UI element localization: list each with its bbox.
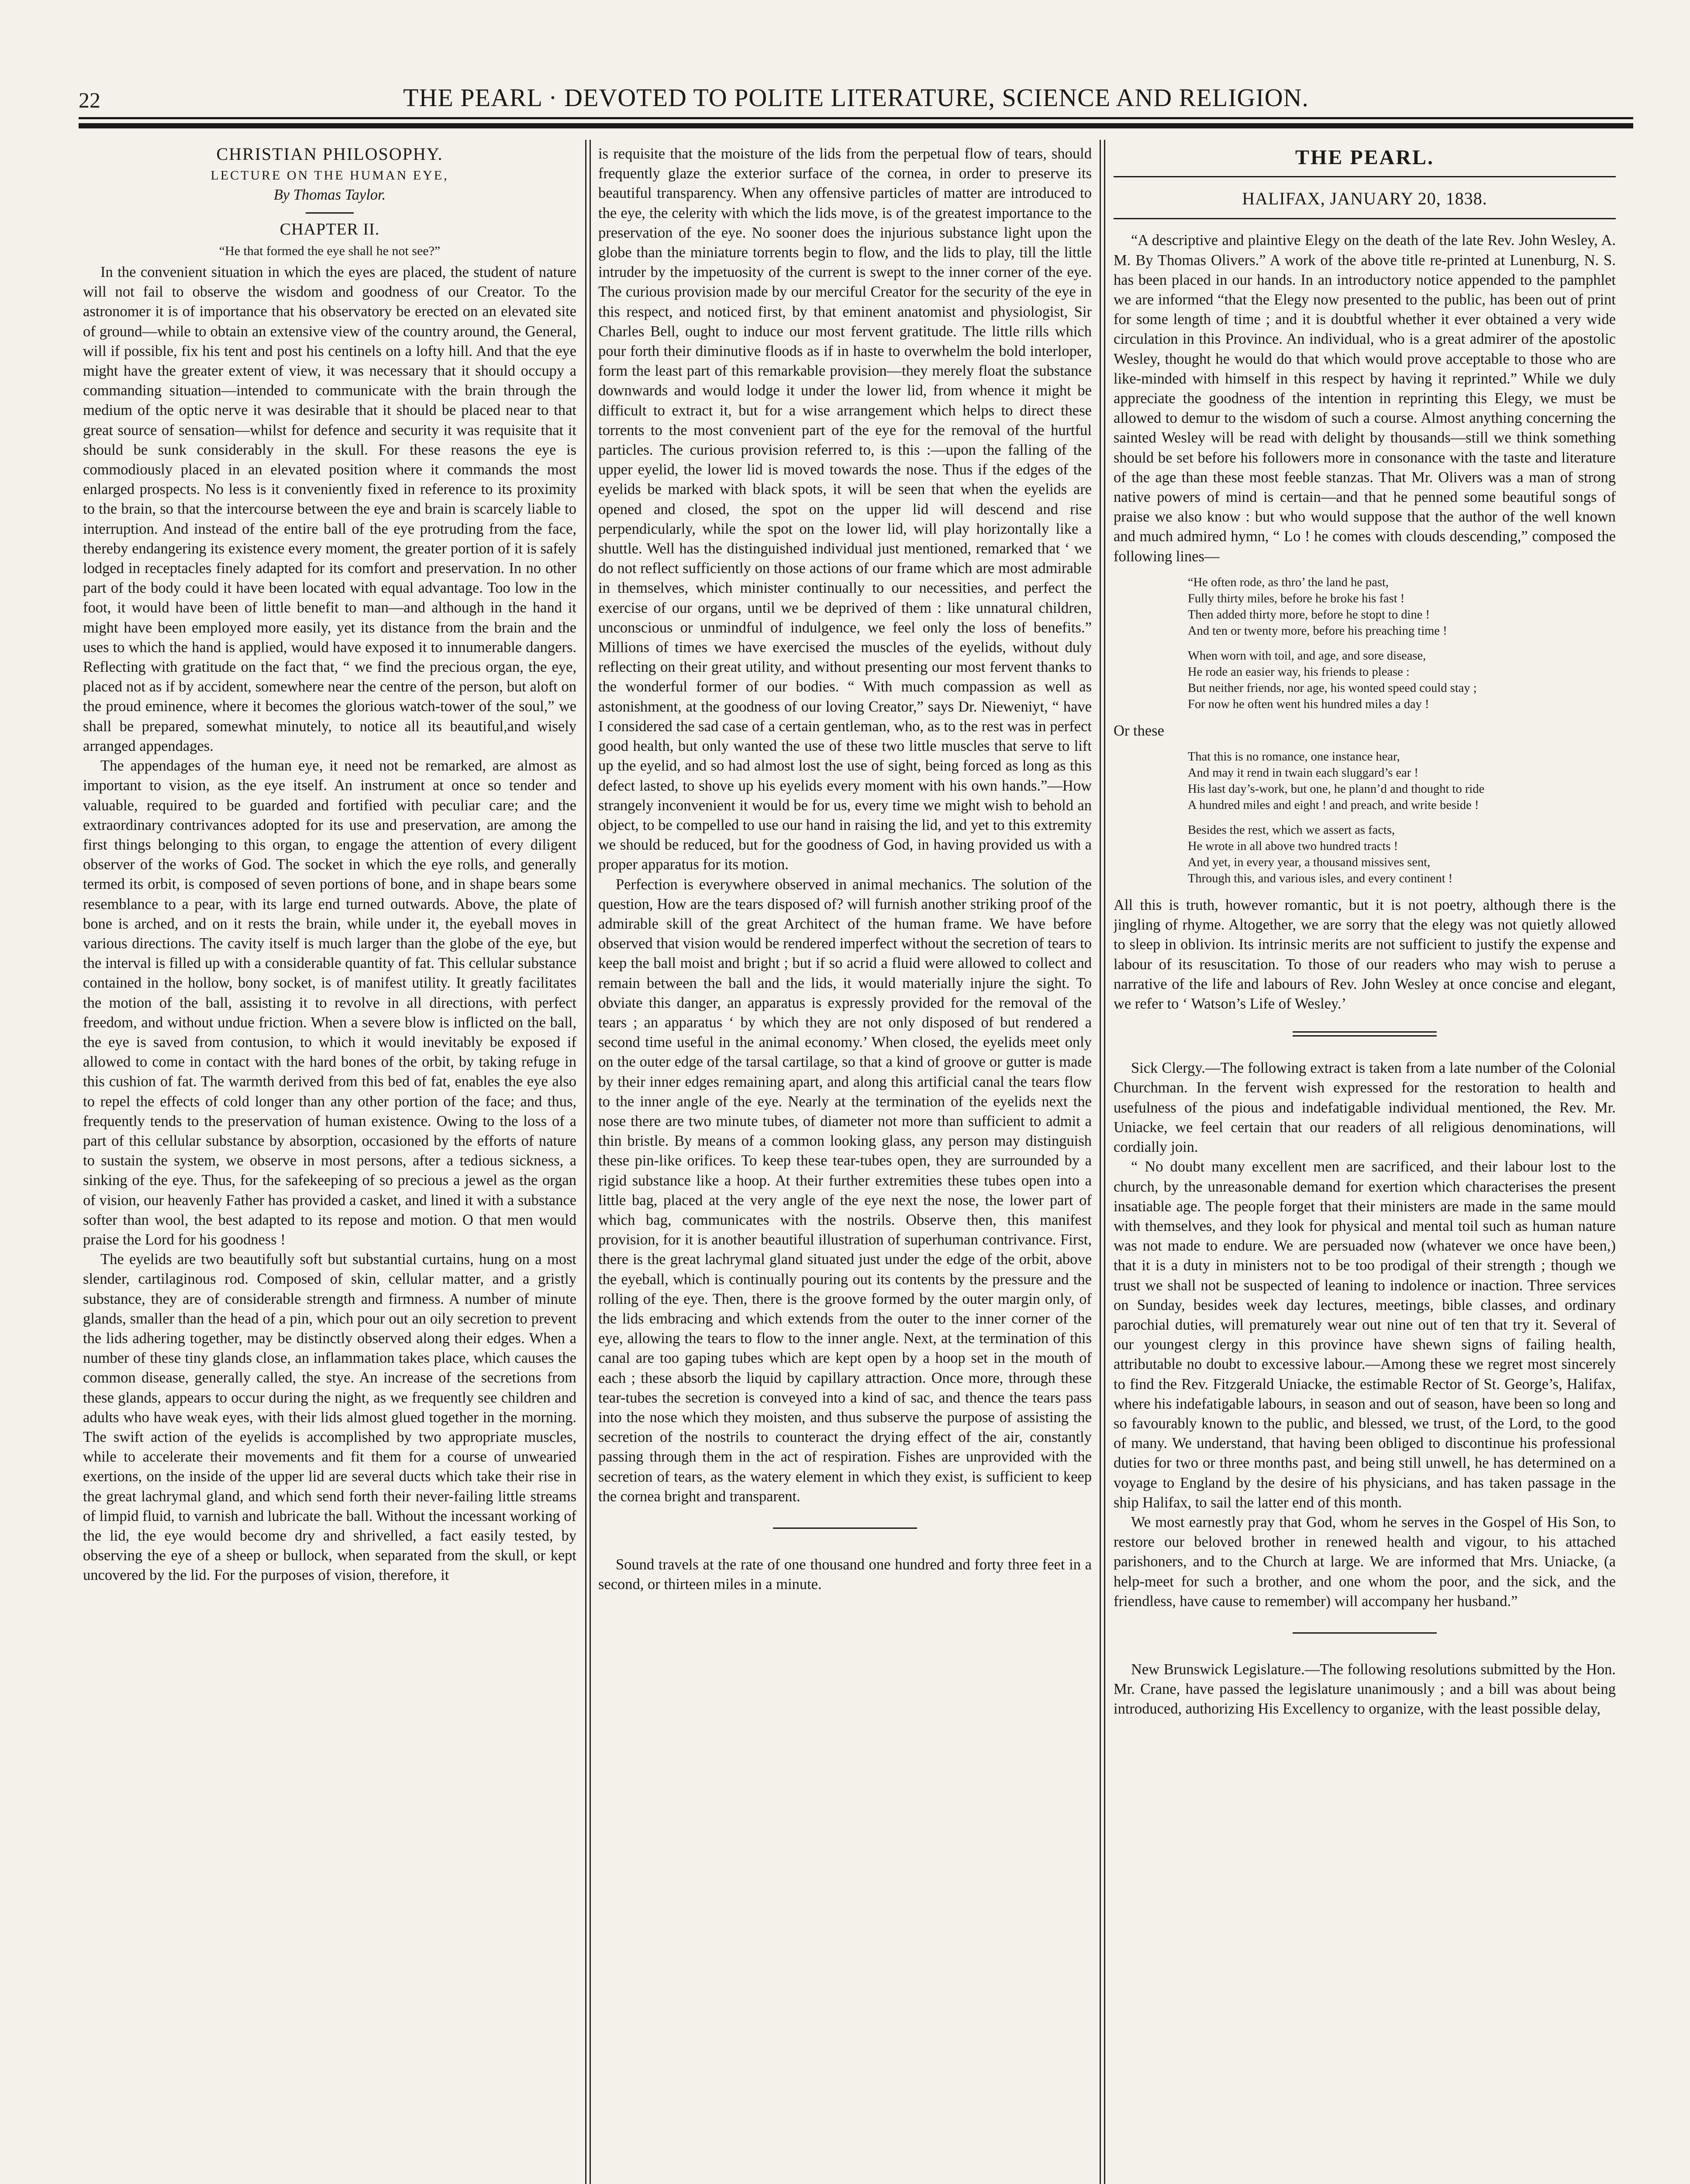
- verse-line: But neither friends, nor age, his wonted speed could stay ;: [1188, 681, 1477, 695]
- short-rule: [306, 212, 354, 214]
- stanza: [1188, 574, 1616, 639]
- paragraph: The eyelids are two beautifully soft but substantial curtains, hung on a most slender, cartilaginous rod. Composed of skin, cellular matter, and a gristly substance, they are of considerable strength and firmness. A number of minute glands, smaller than the head of a pin, which pour out an oily secretion to prevent the lids adhering together, may be distinctly observed along their edges. When a number of these tiny glands close, an inflammation takes place, which causes the common disease, generally called, the stye. An increase of the secretions from these glands, appears to occur during the night, as we frequently see children and adults who have weak eyes, with their lids almost glued together in the morning. The swift action of the eyelids is accomplished by two appropriate muscles, while to accelerate their movements and fit them for a course of unwearied exertions, on the inside of the upper lid are several ducts which take their rise in the great lachrymal gland, and which send forth their never-failing little streams of limpid fluid, to varnish and lubricate the ball. Without the incessant working of the lid, the eye would become dry and shrivelled, a fact easily tested, by observing the eye of a sheep or bullock, when separated from the skull, or kept uncovered by the lid. For the purposes of vision, therefore, it: [83, 1251, 576, 1584]
- column-3: [1114, 144, 1616, 2184]
- column-1: [83, 144, 576, 2184]
- paragraph: We most earnestly pray that God, whom he serves in the Gospel of His Son, to restore our beloved brother in renewed health and vigour, to his attached parishoners, and to the Church at large. We are informed that Mrs. Uniacke, (a help-meet for such a brother, and one whom the poor, and the sick, and the friendless, have cause to remember) will accompany her husband.”: [1114, 1514, 1616, 1610]
- verse-line: “He often rode, as thro’ the land he past,: [1188, 575, 1389, 589]
- or-these-label: Or these: [1114, 722, 1164, 739]
- verse-line: And may it rend in twain each sluggard’s ear !: [1188, 766, 1418, 780]
- article-title: CHRISTIAN PHILOSOPHY.: [216, 144, 443, 164]
- quoted-verse: [1188, 749, 1616, 887]
- stanza: [1188, 648, 1616, 712]
- section-separator: [1293, 1031, 1437, 1033]
- heading-rule: [1114, 218, 1616, 219]
- quoted-verse: [1188, 574, 1616, 712]
- verse-line: Then added thirty more, before he stopt to dine !: [1188, 608, 1430, 622]
- verse-line: Through this, and various isles, and every continent !: [1188, 872, 1453, 886]
- paragraph: All this is truth, however romantic, but it is not poetry, although there is the jingling of rhyme. Altogether, we are sorry that the elegy was not quietly allowed to sleep in oblivion. Its intrinsic merits are not sufficient to justify the expense and labour of its resuscitation. To those of our readers who may wish to peruse a narrative of the life and labours of Rev. John Wesley at once concise and elegant, we refer to ‘ Watson’s Life of Wesley.’: [1114, 897, 1616, 1013]
- paragraph: In the convenient situation in which the eyes are placed, the student of nature will not fail to observe the wisdom and goodness of our Creator. To the astronomer it is of importance that his observatory be erected on an elevated site of ground—while to obtain an extensive view of the country around, the General, will if possible, fix his tent and post his centinels on a lofty hill. And that the eye might have the greater extent of view, it was necessary that it should occupy a commanding situation—intended to communicate with the brain through the medium of the optic nerve it was desirable that it should be placed near to that great source of sensation—whilst for defence and security it was requisite that it should be sunk considerably in the skull. For these reasons the eye is commodiously placed in an elevated position where it commands the most enlarged prospects. No less is it conveniently fixed in reference to its proximity to the brain, so that the intercourse between the eye and brain is scarcely liable to interruption. And instead of the entire ball of the eye protruding from the face, thereby endangering its existence every moment, the greater portion of it is safely lodged in receptacles finely adapted for its comfort and preservation. In no other part of the body could it have been located with equal advantage. Too low in the foot, it would have been of little benefit to man—and although in the hand it might have been employed more easily, yet its distance from the brain and the uses to which the hand is applied, would have exposed it to innumerable dangers. Reflecting with gratitude on the fact that, “ we find the precious organ, the eye, placed not as if by accident, somewhere near the centre of the person, but aloft on the proud eminence, where it becomes the glorious watch-tower of the soul,” we shall be prepared, somewhat minutely, to notice all its beautiful,and wisely arranged appendages.: [83, 264, 576, 754]
- paragraph: Sick Clergy.—The following extract is taken from a late number of the Colonial Churchman. In the fervent wish expressed for the restoration to health and usefulness of the pious and indefatigable individual mentioned, the Rev. Mr. Uniacke, we feel certain that our readers of all religious denominations, will cordially join.: [1114, 1060, 1616, 1156]
- column-2: [598, 144, 1092, 2184]
- verse-line: A hundred miles and eight ! and preach, and write beside !: [1188, 798, 1479, 812]
- page-header: [79, 83, 1633, 122]
- verse-line: Fully thirty miles, before he broke his fast !: [1188, 591, 1405, 605]
- verse-line: He rode an easier way, his friends to please :: [1188, 665, 1410, 679]
- heading-rule: [1114, 176, 1616, 177]
- column-divider: [1100, 140, 1101, 2184]
- verse-line: He wrote in all above two hundred tracts !: [1188, 840, 1398, 854]
- dateline: HALIFAX, JANUARY 20, 1838.: [1242, 189, 1487, 209]
- paragraph: The appendages of the human eye, it need not be remarked, are almost as important to vision, as the eye itself. An instrument at once so tender and valuable, required to be guarded and fortified with peculiar care; and the extraordinary contrivances adopted for its use and preservation, are among the first things belonging to this organ, to engage the attention of every diligent observer of the works of God. The socket in which the eye rolls, and generally termed its orbit, is composed of seven portions of bone, and in shape bears some resemblance to a pear, with its large end turned outwards. Above, the plate of bone is arched, and on it rests the brain, while under it, the eyeball moves in various directions. The cavity itself is much larger than the globe of the eye, but the interval is filled up with a considerable quantity of fat. This cellular substance contained in the hollow, bony socket, is of manifest utility. It greatly facilitates the motion of the ball, assisting it to revolve in all directions, with perfect freedom, and without undue friction. When a severe blow is inflicted on the ball, the eye is saved from contusion, to which it would inevitably be exposed if allowed to come in contact with the hard bones of the orbit, by taking refuge in this cushion of fat. The warmth derived from this bed of fat, enables the eye also to repel the effects of cold longer than any other portion of the face; and thus, frequently tends to the preservation of human existence. Owing to the loss of a part of this cellular substance by absorption, occasioned by the efforts of nature to sustain the system, we observe in most persons, after a tedious sickness, a sinking of the eye. Thus, for the safekeeping of so precious a jewel as the organ of vision, our heavenly Father has provided a casket, and lined it with a substance softer than wool, the best adapted to its repose and motion. O that men would praise the Lord for his goodness !: [83, 757, 576, 1248]
- paragraph: “A descriptive and plaintive Elegy on the death of the late Rev. John Wesley, A. M. By Thomas Olivers.” A work of the above title re-printed at Lunenburg, N. S. has been placed in our hands. In an introductory notice appended to the pamphlet we are informed “that the Elegy now presented to the public, has been out of print for some length of time ; and it is doubtful whether it ever obtained a very wide circulation in this Province. An individual, who is a great admirer of the apostolic Wesley, thought he would do that which would prove acceptable to those who are like-minded with himself in this respect by having it reprinted.” While we duly appreciate the goodness of the intention in reprinting this Elegy, we must be allowed to demur to the wisdom of such a course. Almost anything concerning the sainted Wesley will be read with delight by thousands—still we think something should be set before his followers more in consonance with the taste and literature of the age than these most feeble stanzas. That Mr. Olivers was a man of strong native powers of mind is certain—and that he penned some beautiful songs of praise we also know : but who would suppose that the author of the well known and much admired hymn, “ Lo ! he comes with clouds descending,” composed the following lines—: [1114, 232, 1616, 565]
- verse-line: Besides the rest, which we assert as facts,: [1188, 823, 1395, 837]
- section-separator: [1293, 1035, 1437, 1037]
- verse-line: When worn with toil, and age, and sore disease,: [1188, 649, 1426, 663]
- chapter-motto: “He that formed the eye shall he not see?”: [219, 243, 441, 258]
- stanza: [1188, 749, 1616, 813]
- editorial-heading: THE PEARL.: [1295, 146, 1435, 169]
- masthead: THE PEARL · DEVOTED TO POLITE LITERATURE, SCIENCE AND RELIGION.: [403, 83, 1309, 112]
- section-separator: [773, 1527, 917, 1529]
- paragraph: is requisite that the moisture of the lids from the perpetual flow of tears, should frequently glaze the exterior surface of the cornea, in order to preserve its beautiful transparency. When any offensive particles of matter are introduced to the eye, the celerity with which the lids move, is of the greatest importance to the preservation of the eye. No sooner does the injurious substance light upon the globe than the miniature torrents begin to flow, and the lids to play, till the little intruder by the impetuosity of the current is swept to the inner corner of the eye. The curious provision made by our merciful Creator for the security of the eye in this respect, and noticed first, by that eminent anatomist and physiologist, Sir Charles Bell, ought to induce our most fervent gratitude. The little rills which pour forth their diminutive floods as if in haste to overwhelm the bold interloper, form the least part of this remarkable provision—they merely float the substance downwards and would lodge it under the lower lid, from whence it might be difficult to extract it, but for a wise arrangement which helps to direct these torrents to the most convenient part of the eye for the removal of the hurtful particles. The curious provision referred to, is this :—upon the falling of the upper eyelid, the lower lid is moved towards the nose. Thus if the edges of the eyelids be marked with black spots, it will be seen that when the eyelids are opened and closed, the spot on the upper lid will descend and rise perpendicularly, while the spot on the lower lid, will play horizontally like a shuttle. Well has the distinguished individual just mentioned, remarked that ‘ we do not reflect sufficiently on those actions of our frame which are most admirable in themselves, which minister continually to our necessities, and perfect the exercise of our organs, until we be deprived of them : like unnatural children, unconscious or unmindful of indulgence, we feel only the loss of benefits.” Millions of times we have exercised the muscles of the eyelids, without duly reflecting on their great utility, and without presenting our most fervent thanks to the wonderful former of our bodies. “ With much compassion as well as astonishment, at the goodness of our loving Creator,” says Dr. Nieweniyt, “ have I considered the sad case of a certain gentleman, who, as to the rest was in perfect good health, but only wanted the use of these two little muscles that serve to lift up the eyelid, and so had almost lost the use of sight, being forced as long as this defect lasted, to shove up his eyelids every moment with his own hands.”—How strangely inconvenient it would be for us, every time we might wish to behold an object, to be compelled to use our hand in raising the lid, and yet to this extremity we should be reduced, but for the goodness of God, in having provided us with a proper apparatus for its motion.: [598, 145, 1092, 873]
- header-rule-thick: [79, 123, 1633, 128]
- page-number: 22: [79, 88, 100, 112]
- verse-line: That this is no romance, one instance hear,: [1188, 750, 1400, 764]
- header-rule-thin: [79, 117, 1633, 119]
- paragraph: Perfection is everywhere observed in animal mechanics. The solution of the question, How are the tears disposed of? will furnish another striking proof of the admirable skill of the great Architect of the human frame. We have before observed that vision would be rendered imperfect without the secretion of tears to keep the ball moist and bright ; but if so acrid a fluid were allowed to collect and remain between the ball and the lids, it would materially injure the sight. To obviate this danger, an apparatus is expressly provided for the removal of the tears ; an apparatus ‘ by which they are not only disposed of but rendered a second time useful in the animal economy.’ When closed, the eyelids meet only on the outer edge of the tarsal cartilage, so that a kind of groove or gutter is made by their inner edges remaining apart, and along this artificial canal the tears flow to the inner angle of the eye. Nearly at the termination of the eyelids next the nose there are two minute tubes, of diameter not more than sufficient to admit a thin bristle. By means of a common looking glass, any person may distinguish these pin-like orifices. To keep these tear-tubes open, they are surrounded by a rigid substance like a hoop. At their further extremities these tubes open into a little bag, placed at the very angle of the eye next the nose, the lower part of which bag, communicates with the nostrils. Observe then, this manifest provision, for it is another beautiful illustration of superhuman contrivance. First, there is the great lachrymal gland situated just under the edge of the orbit, above the eyeball, which is continually pouring out its contents by the pressure and the rolling of the eye. Then, there is the groove formed by the outer margin only, of the lids embracing and which extends from the outer to the inner corner of the eye, allowing the tears to flow to the inner angle. Next, at the termination of this canal are too gaping tubes which are kept open by a hoop set in the mouth of each ; these absorb the liquid by capillary attraction. Once more, through these tear-tubes the secretion is conveyed into a kind of sac, and thence the tears pass into the nose which they moisten, and thus subserve the purpose of assisting the secretion of the nostrils to counteract the drying effect of the air, constantly passing through them in the act of respiration. Fishes are unprovided with the secretion of tears, as the watery element in which they exist, is sufficient to keep the cornea bright and transparent.: [598, 876, 1092, 1505]
- stanza: [1188, 822, 1616, 887]
- chapter-heading: CHAPTER II.: [279, 220, 380, 238]
- verse-line: For now he often went his hundred miles a day !: [1188, 697, 1429, 711]
- article-byline: By Thomas Taylor.: [273, 187, 386, 204]
- verse-line: His last day’s-work, but one, he plann’d and thought to ride: [1188, 782, 1485, 796]
- paragraph: New Brunswick Legislature.—The following resolutions submitted by the Hon. Mr. Crane, have passed the legislature unanimously ; and a bill was about being introduced, authorizing His Excellency to organize, with the least possible delay,: [1114, 1661, 1616, 1717]
- column-divider: [585, 140, 586, 2184]
- column-divider: [1104, 140, 1105, 2184]
- section-separator: [1293, 1632, 1437, 1634]
- verse-line: And yet, in every year, a thousand missives sent,: [1188, 856, 1431, 870]
- sound-item: Sound travels at the rate of one thousand one hundred and forty three feet in a second, or thirteen miles in a minute.: [598, 1556, 1092, 1593]
- verse-line: And ten or twenty more, before his preaching time !: [1188, 624, 1447, 638]
- column-divider: [590, 140, 591, 2184]
- paragraph: “ No doubt many excellent men are sacrificed, and their labour lost to the church, by the unreasonable demand for exertion which characterises the present insatiable age. The people forget that their ministers are made in the same mould with themselves, and they look for physical and mental toil such as human nature was not made to endure. We are persuaded now (whatever we once have been,) that it is a duty in ministers not to be too prodigal of their strength ; though we trust we shall not be suspected of leaning to indolence or inaction. Three services on Sunday, besides week day lectures, meetings, bible classes, and ordinary parochial duties, will prematurely wear out nine out of ten that try it. Several of our youngest clergy in this province have shewn signs of failing health, attributable no doubt to excessive labour.—Among these we regret most sincerely to find the Rev. Fitzgerald Uniacke, the estimable Rector of St. George’s, Halifax, where his indefatigable labours, in season and out of season, have been so long and so favourably known to the public, and blessed, we trust, of the Lord, to the good of many. We understand, that having been obliged to discontinue his professional duties for two or three months past, and being still unwell, he has determined on a voyage to England by the desire of his physicians, and has taken passage in the ship Halifax, to sail the latter end of this month.: [1114, 1158, 1616, 1511]
- article-subtitle: LECTURE ON THE HUMAN EYE,: [210, 168, 449, 183]
